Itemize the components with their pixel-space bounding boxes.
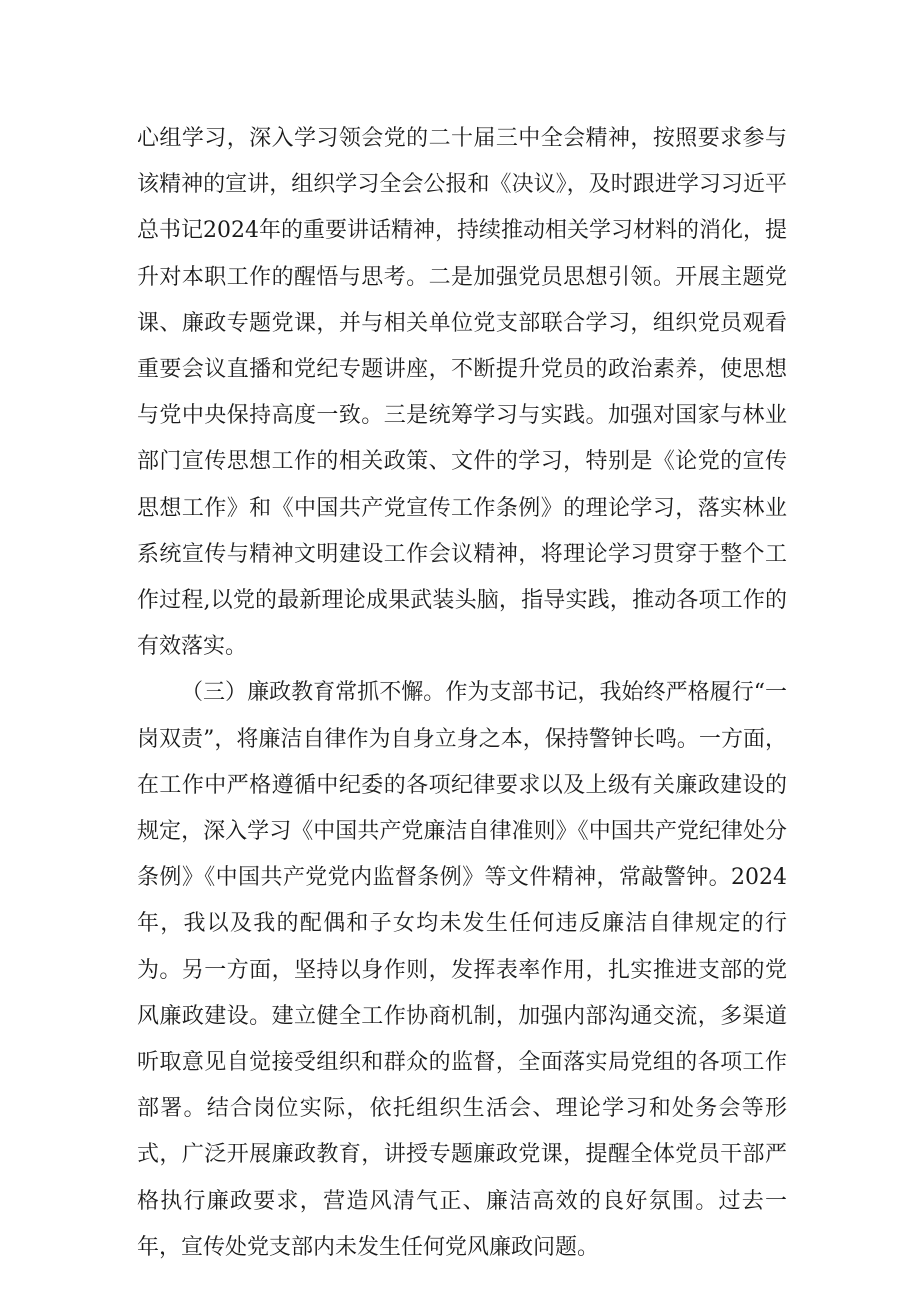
paragraph-integrity-education: （三）廉政教育常抓不懈。作为支部书记，我始终严格履行“一岗双责”，将廉洁自律作为自身立身之本，保持警钟长鸣。一方面，在工作中严格遵循中纪委的各项纪律要求以及上级有关廉政建设的规定，深入学习《中国共产党廉洁自律准则》《中国共产党纪律处分条例》《中国共产党党内监督条例》等文件精神，常敲警钟。2024年，我以及我的配偶和子女均未发生任何违反廉洁自律规定的行为。另一方面，坚持以身作则，发挥表率作用，扎实推进支部的党风廉政建设。建立健全工作协商机制，加强内部沟通交流，多渠道听取意见自觉接受组织和群众的监督，全面落实局党组的各项工作部署。结合岗位实际，依托组织生活会、理论学习和处务会等形式，广泛开展廉政教育，讲授专题廉政党课，提醒全体党员干部严格执行廉政要求，营造风清气正、廉洁高效的良好氛围。过去一年，宣传处党支部内未发生任何党风廉政问题。 xyxy=(137,680,787,1260)
document-body xyxy=(137,116,787,1271)
paragraph-continuation: 心组学习，深入学习领会党的二十届三中全会精神，按照要求参与该精神的宣讲，组织学习全会公报和《决议》，及时跟进学习习近平总书记2024年的重要讲话精神，持续推动相关学习材料的消化，提升对本职工作的醒悟与思考。二是加强党员思想引领。开展主题党课、廉政专题党课，并与相关单位党支部联合学习，组织党员观看重要会议直播和党纪专题讲座，不断提升党员的政治素养，使思想与党中央保持高度一致。三是统筹学习与实践。加强对国家与林业部门宣传思想工作的相关政策、文件的学习，特别是《论党的宣传思想工作》和《中国共产党宣传工作条例》的理论学习，落实林业系统宣传与精神文明建设工作会议精神，将理论学习贯穿于整个工作过程,以党的最新理论成果武装头脑，指导实践，推动各项工作的有效落实。 xyxy=(137,126,787,660)
